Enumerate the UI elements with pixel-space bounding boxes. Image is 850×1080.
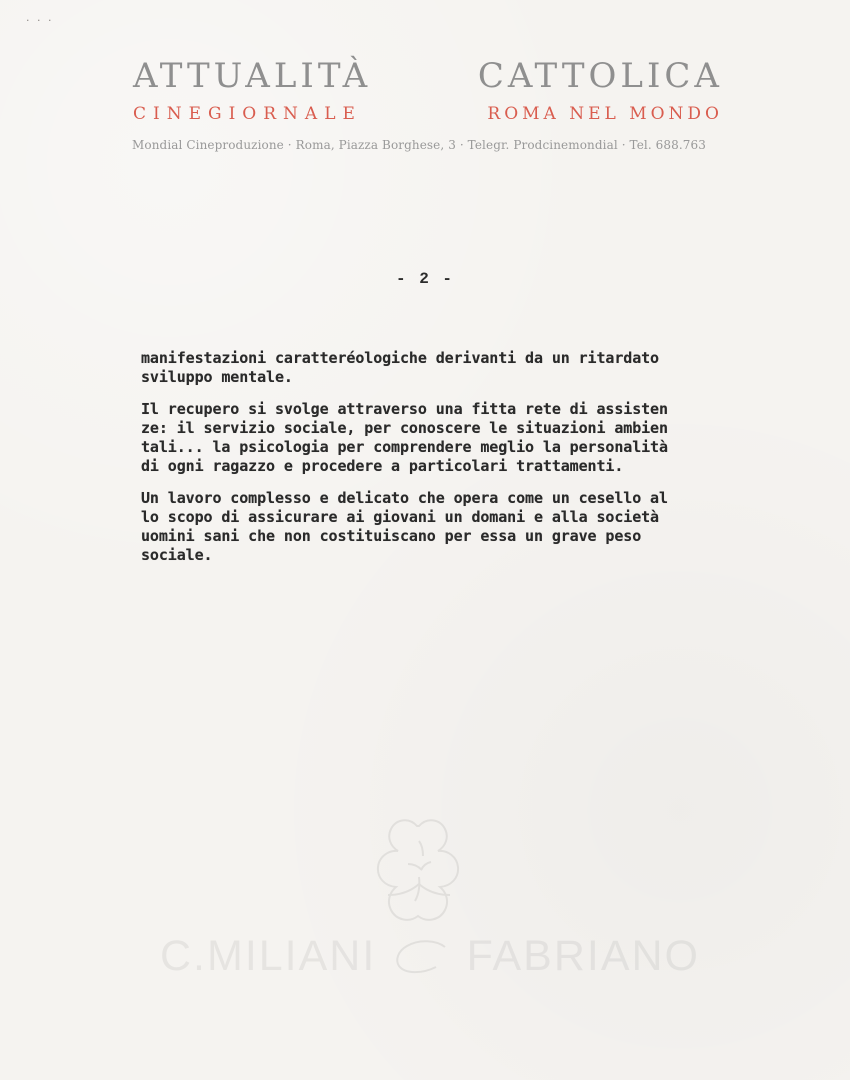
paragraph-3 (141, 489, 751, 565)
watermark-curve-icon (391, 937, 451, 977)
title-right: CATTOLICA (477, 56, 723, 96)
body-line: sviluppo mentale. (141, 368, 293, 386)
body-line: Un lavoro complesso e delicato che opera come un cesello al (141, 489, 668, 507)
paragraph-2 (141, 400, 751, 476)
body-line: sociale. (141, 546, 213, 564)
body-line: lo scopo di assicurare ai giovani un domani e alla società (141, 508, 659, 526)
body-line: uomini sani che non costituiscano per essa un grave peso (141, 527, 642, 545)
letterhead-title (133, 56, 723, 96)
subtitle-left: CINEGIORNALE (133, 104, 362, 124)
letterhead-subtitle (133, 104, 723, 124)
subtitle-right: ROMA NEL MONDO (487, 104, 723, 124)
body-line: di ogni ragazzo e procedere a particolari trattamenti. (141, 457, 624, 475)
paragraph-1 (141, 349, 751, 387)
title-left: ATTUALITÀ (133, 56, 372, 96)
watermark-logo-icon (345, 810, 495, 930)
corner-mark: · · · (26, 14, 54, 27)
letterhead (0, 0, 850, 175)
paper-watermark (160, 790, 700, 990)
body-text (141, 349, 751, 578)
letterhead-address: Mondial Cineproduzione · Roma, Piazza Borghese, 3 · Telegr. Prodcinemondial · Tel. 688.763 (132, 138, 706, 152)
watermark-text-left: C.MILIANI (160, 932, 377, 980)
body-line: Il recupero si svolge attraverso una fitta rete di assisten (141, 400, 668, 418)
body-line: tali... la psicologia per comprendere meglio la personalità (141, 438, 668, 456)
watermark-text-right: FABRIANO (466, 932, 700, 980)
body-line: ze: il servizio sociale, per conoscere le situazioni ambien (141, 419, 668, 437)
page-number: - 2 - (395, 270, 454, 288)
watermark-text (160, 932, 700, 981)
body-line: manifestazioni caratteréologiche derivanti da un ritardato (141, 349, 659, 367)
